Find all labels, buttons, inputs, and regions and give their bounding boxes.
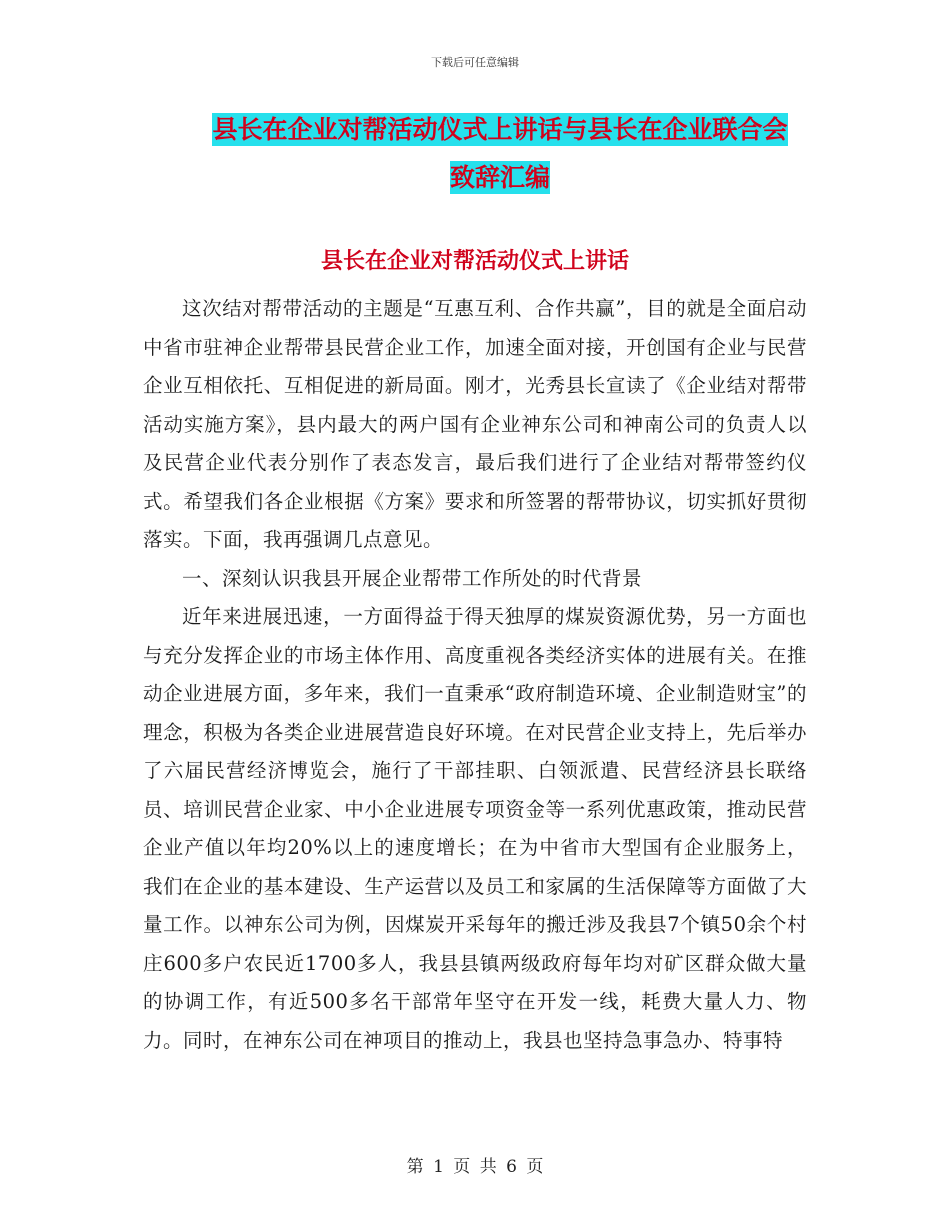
paragraph: 近年来进展迅速，一方面得益于得天独厚的煤炭资源优势，另一方面也与充分发挥企业的市场主体作用、高度重视各类经济实体的进展有关。在推动企业进展方面，多年来，我们一直秉承“政府制造环境、企业制造财宝”的理念，积极为各类企业进展营造良好环境。在对民营企业支持上，先后举办了六届民营经济博览会，施行了干部挂职、白领派遣、民营经济县长联络员、培训民营企业家、中小企业进展专项资金等一系列优惠政策，推动民营企业产值以年均20%以上的速度增长；在为中省市大型国有企业服务上，我们在企业的基本建设、生产运营以及员工和家属的生活保障等方面做了大量工作。以神东公司为例，因煤炭开采每年的搬迁涉及我县7个镇50余个村庄600多户农民近1700多人，我县县镇两级政府每年均对矿区群众做大量的协调工作，有近500多名干部常年坚守在开发一线，耗费大量人力、物力。同时，在神东公司在神项目的推动上，我县也坚持急事急办、特事特 — [143, 605, 807, 1052]
section-title: 县长在企业对帮活动仪式上讲话 — [320, 248, 629, 274]
header-note: 下载后可任意编辑 — [431, 56, 519, 69]
paragraph-heading: 一、深刻认识我县开展企业帮带工作所处的时代背景 — [182, 566, 643, 590]
page-footer: 第 1 页 共 6 页 — [406, 1157, 544, 1177]
document-title-line2: 致辞汇编 — [449, 163, 550, 192]
document-title — [140, 106, 860, 202]
document-title-line1: 县长在企业对帮活动仪式上讲话与县长在企业联合会 — [212, 115, 788, 144]
paragraph: 这次结对帮带活动的主题是“互惠互利、合作共赢”，目的就是全面启动中省市驻神企业帮带县民营企业工作，加速全面对接，开创国有企业与民营企业互相依托、互相促进的新局面。刚才，光秀县长宣读了《企业结对帮带活动实施方案》，县内最大的两户国有企业神东公司和神南公司的负责人以及民营企业代表分别作了表态发言，最后我们进行了企业结对帮带签约仪式。希望我们各企业根据《方案》要求和所签署的帮带协议，切实抓好贯彻落实。下面，我再强调几点意见。 — [143, 297, 807, 551]
body-text — [143, 290, 807, 1060]
